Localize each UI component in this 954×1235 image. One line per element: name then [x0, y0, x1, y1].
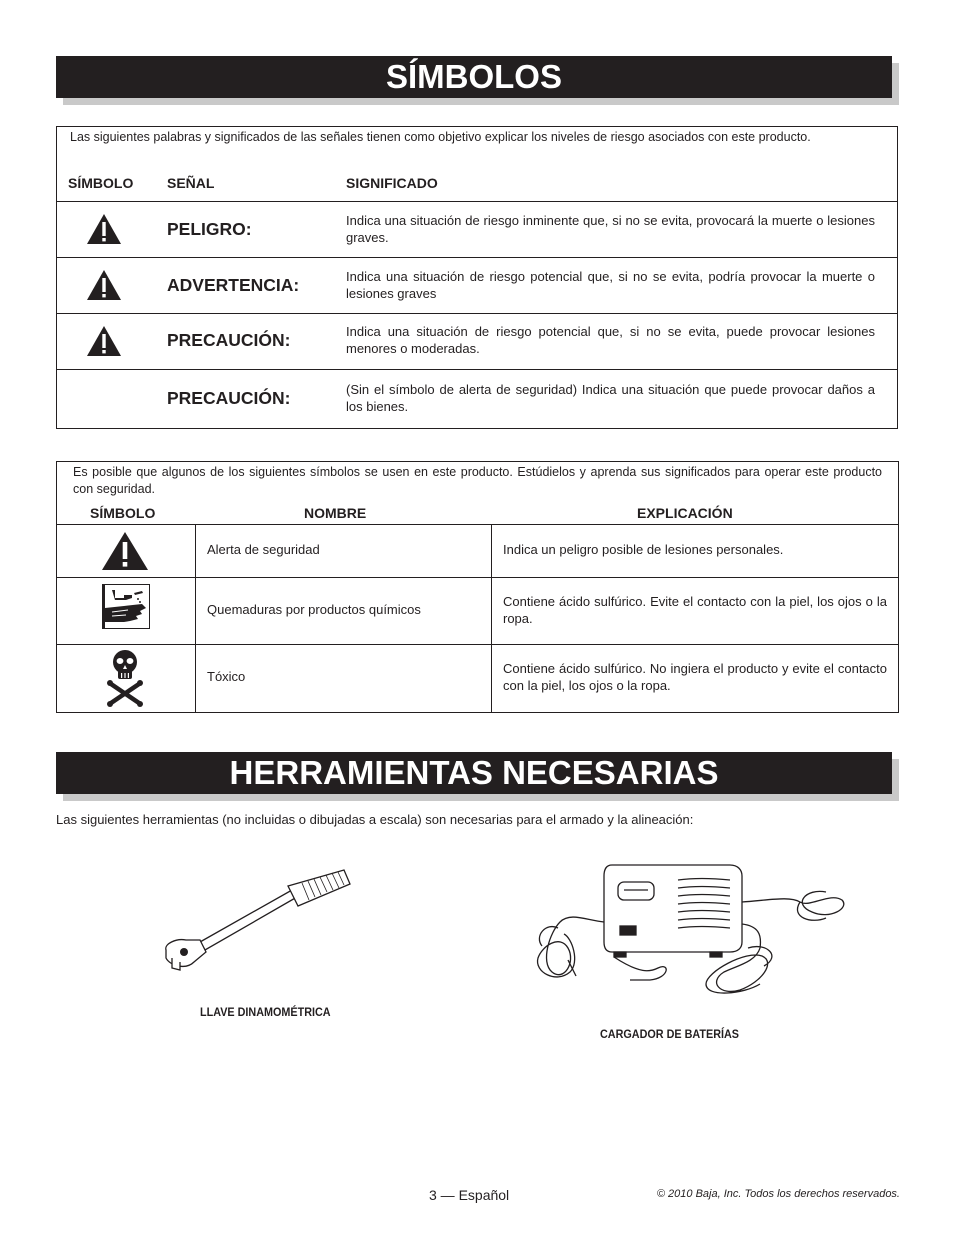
torque-wrench-icon: [160, 866, 352, 985]
tools-banner: [56, 752, 892, 794]
skull-crossbones-icon: [106, 649, 144, 712]
meaning-precaucion-no-symbol: (Sin el símbolo de alerta de seguridad) Indica una situación que puede provocar daños a los bienes.: [346, 382, 875, 414]
signal-advertencia: ADVERTENCIA:: [167, 275, 300, 295]
header-meaning: SIGNIFICADO: [346, 175, 438, 191]
symbols-banner: [56, 56, 892, 98]
warning-triangle-icon: [86, 269, 122, 306]
signal-peligro: PELIGRO:: [167, 219, 252, 239]
symbols-title: SÍMBOLOS: [56, 56, 892, 98]
warning-triangle-icon: [86, 325, 122, 362]
name-toxic: Tóxico: [207, 669, 246, 684]
caption-battery-charger: CARGADOR DE BATERÍAS: [600, 1027, 740, 1041]
meaning-peligro: Indica una situación de riesgo inminente que, si no se evita, provocará la muerte o lesiones graves.: [346, 213, 875, 245]
header-explanation: EXPLICACIÓN: [637, 505, 733, 521]
name-safety-alert: Alerta de seguridad: [207, 542, 320, 557]
tools-title: HERRAMIENTAS NECESARIAS: [56, 752, 892, 794]
product-symbols-intro: Es posible que algunos de los siguientes símbolos se usen en este producto. Estúdielos y aprenda sus significados para operar este producto con seguridad.: [73, 465, 882, 496]
copyright: © 2010 Baja, Inc. Todos los derechos reservados.: [656, 1188, 900, 1200]
caption-torque-wrench: LLAVE DINAMOMÉTRICA: [200, 1005, 331, 1019]
signal-words-intro: Las siguientes palabras y significados de las señales tienen como objetivo explicar los niveles de riesgo asociados con este producto.: [70, 130, 811, 144]
explanation-toxic: Contiene ácido sulfúrico. No ingiera el producto y evite el contacto con la piel, los ojos o la ropa.: [503, 661, 887, 693]
explanation-chemical-burn: Contiene ácido sulfúrico. Evite el contacto con la piel, los ojos o la ropa.: [503, 594, 887, 626]
warning-triangle-icon: [86, 213, 122, 250]
header-signal: SEÑAL: [167, 175, 215, 191]
meaning-advertencia: Indica una situación de riesgo potencial que, si no se evita, podría provocar la muerte o lesiones graves: [346, 269, 875, 301]
chemical-burn-icon: [102, 584, 150, 634]
signal-precaucion-no-symbol: PRECAUCIÓN:: [167, 388, 291, 408]
explanation-safety-alert: Indica un peligro posible de lesiones personales.: [503, 542, 784, 557]
header-symbol-2: SÍMBOLO: [90, 505, 156, 521]
header-symbol: SÍMBOLO: [68, 175, 134, 191]
signal-precaucion: PRECAUCIÓN:: [167, 330, 291, 350]
safety-alert-icon: [101, 531, 149, 576]
battery-charger-icon: [530, 862, 850, 1017]
name-chemical-burn: Quemaduras por productos químicos: [207, 602, 421, 617]
header-name: NOMBRE: [304, 505, 367, 521]
meaning-precaucion: Indica una situación de riesgo potencial que, si no se evita, puede provocar lesiones menores o moderadas.: [346, 324, 875, 356]
tools-intro: Las siguientes herramientas (no incluidas o dibujadas a escala) son necesarias para el armado y la alineación:: [56, 812, 694, 827]
page-number: 3 — Español: [429, 1187, 510, 1203]
